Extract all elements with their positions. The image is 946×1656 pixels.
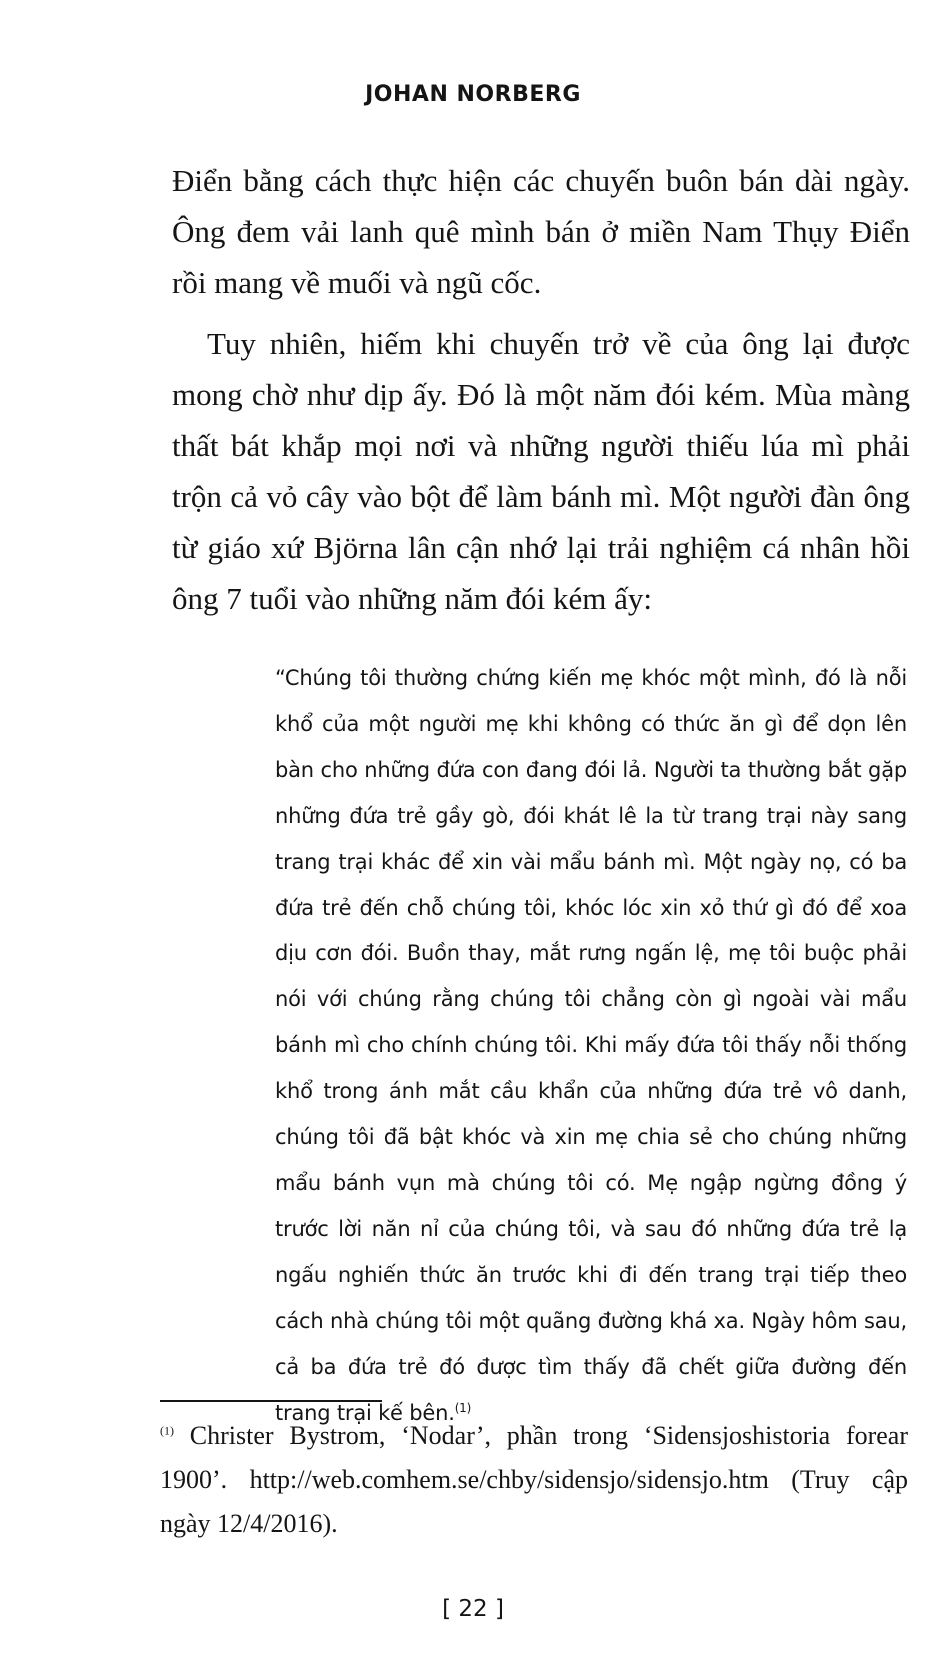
footnote-marker: (1) [160, 1423, 174, 1438]
footnote-text: Christer Bystrom, ‘Nodar’, phần trong ‘Sidensjoshistoria forear 1900’. http://web.comhem.se/chby/sidensjo/sidensjo.htm (Truy cập ngày 12/4/2016). [160, 1421, 908, 1538]
footnote [160, 1414, 908, 1546]
body-paragraph-1: Điển bằng cách thực hiện các chuyến buôn bán dài ngày. Ông đem vải lanh quê mình bán ở miền Nam Thụy Điển rồi mang về muối và ngũ cốc. [172, 163, 910, 300]
block-quote [275, 656, 907, 1436]
page-number: [ 22 ] [442, 1596, 504, 1622]
body-paragraph-2: Tuy nhiên, hiếm khi chuyến trở về của ông lại được mong chờ như dịp ấy. Đó là một năm đói kém. Mùa màng thất bát khắp mọi nơi và những người thiếu lúa mì phải trộn cả vỏ cây vào bột để làm bánh mì. Một người đàn ông từ giáo xứ Björna lân cận nhớ lại trải nghiệm cá nhân hồi ông 7 tuổi vào những năm đói kém ấy: [172, 326, 910, 616]
footnote-reference: (1) [454, 1400, 472, 1415]
footnote-divider [160, 1400, 382, 1402]
running-header: JOHAN NORBERG [365, 82, 581, 107]
block-quote-text: “Chúng tôi thường chứng kiến mẹ khóc một mình, đó là nỗi khổ của một người mẹ khi không có thức ăn gì để dọn lên bàn cho những đứa con đang đói lả. Người ta thường bắt gặp những đứa trẻ gầy gò, đói khát lê la từ trang trại này sang trang trại khác để xin vài mẩu bánh mì. Một ngày nọ, có ba đứa trẻ đến chỗ chúng tôi, khóc lóc xin xỏ thứ gì đó để xoa dịu cơn đói. Buồn thay, mắt rưng ngấn lệ, mẹ tôi buộc phải nói với chúng rằng chúng tôi chẳng còn gì ngoài vài mẩu bánh mì cho chính chúng tôi. Khi mấy đứa tôi thấy nỗi thống khổ trong ánh mắt cầu khẩn của những đứa trẻ vô danh, chúng tôi đã bật khóc và xin mẹ chia sẻ cho chúng những mẩu bánh vụn mà chúng tôi có. Mẹ ngập ngừng đồng ý trước lời năn nỉ của chúng tôi, và sau đó những đứa trẻ lạ ngấu nghiến thức ăn trước khi đi đến trang trại tiếp theo cách nhà chúng tôi một quãng đường khá xa. Ngày hôm sau, cả ba đứa trẻ đó được tìm thấy đã chết giữa đường đến trang trại kế bên. [275, 666, 907, 1425]
